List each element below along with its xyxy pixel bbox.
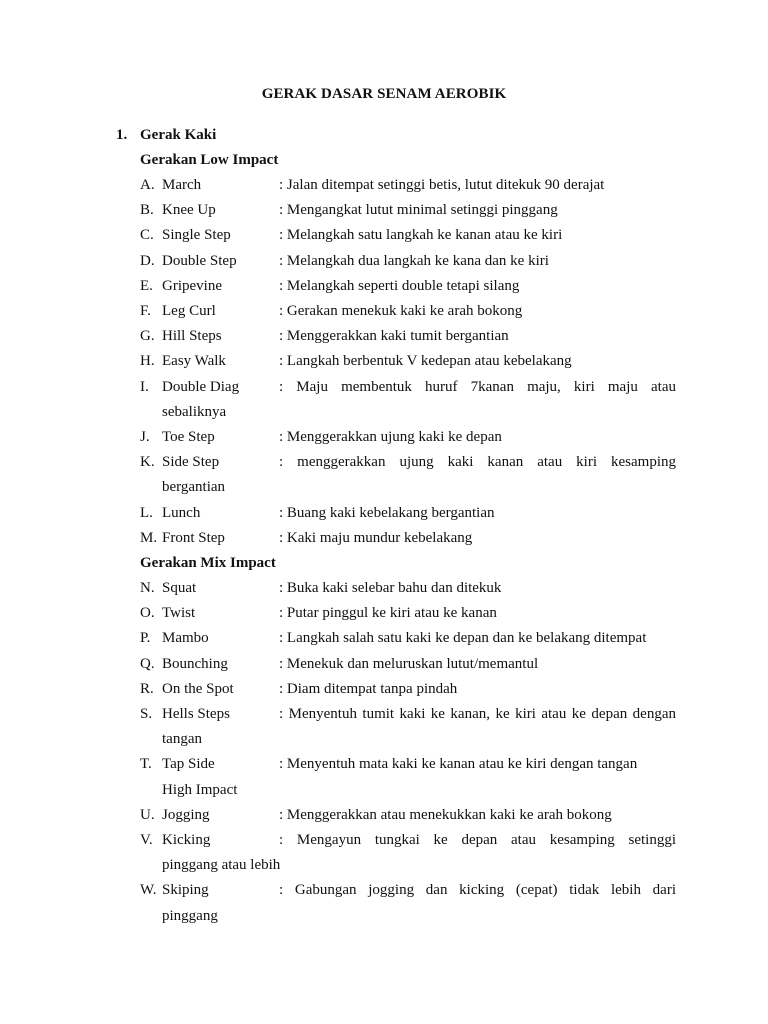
item-continuation: pinggang [162,907,218,924]
item-term: Kicking [162,832,211,849]
item-letter: W. [140,882,157,899]
item-term: Knee Up [162,202,216,219]
list-item [140,702,676,752]
item-body [162,223,676,248]
high-impact-heading: High Impact [162,781,238,798]
mix-impact-heading: Gerakan Mix Impact [140,555,276,572]
list-item [140,274,676,299]
item-row [162,450,676,475]
item-row [162,198,676,223]
item-term: Bounching [162,655,228,672]
item-term: March [162,177,202,193]
item-row [162,375,676,400]
item-letter: H. [140,353,155,370]
item-letter: O. [140,605,155,622]
item-letter: F. [140,303,151,320]
list-item [140,349,676,374]
item-definition: : Melangkah dua langkah ke kana dan ke kiri [279,252,549,269]
item-term: Leg Curl [162,303,216,320]
low-impact-heading: Gerakan Low Impact [140,152,279,168]
item-letter: D. [140,252,155,269]
list-item [140,501,676,526]
item-definition: : Buang kaki kebelakang bergantian [279,504,495,521]
list-item [140,324,676,349]
item-definition: : Gerakan menekuk kaki ke arah bokong [279,303,523,320]
list-item [140,375,676,425]
item-body [162,803,676,828]
item-body [162,526,676,551]
item-row [162,702,676,727]
item-continuation: bergantian [162,479,226,496]
item-body [162,375,676,425]
item-row [162,274,676,299]
item-body [162,576,676,601]
list-item [140,752,676,777]
item-continuation: pinggang atau lebih [162,857,281,874]
low-impact-list [116,173,676,551]
item-definition: : Buka kaki selebar bahu dan ditekuk [279,580,502,597]
item-body [162,274,676,299]
list-item [140,677,676,702]
item-letter: K. [140,454,155,471]
document-title: GERAK DASAR SENAM AEROBIK [261,86,507,102]
item-letter: N. [140,580,155,597]
item-letter: A. [140,177,155,193]
item-body [162,677,676,702]
item-row [162,249,676,274]
item-term: Single Step [162,227,231,244]
item-term: On the Spot [162,680,234,697]
list-item [140,450,676,500]
item-letter: B. [140,202,154,219]
item-row [162,752,676,777]
item-row [162,349,676,374]
item-letter: C. [140,227,154,244]
item-row [162,626,676,651]
item-row [162,803,676,828]
item-body [162,828,676,878]
item-body [162,501,676,526]
item-row [162,299,676,324]
item-body [162,198,676,223]
item-term: Twist [162,605,196,622]
item-row [162,652,676,677]
item-definition: : Jalan ditempat setinggi betis, lutut ditekuk 90 derajat [279,177,605,193]
item-row [162,576,676,601]
list-item [140,223,676,248]
item-definition: : Mengayun tungkai ke depan atau kesamping setinggi [279,832,676,849]
item-letter: J. [140,429,150,446]
item-row [162,173,676,198]
item-body [162,601,676,626]
item-letter: Q. [140,655,155,672]
item-row [162,223,676,248]
item-definition: : Maju membentuk huruf 7kanan maju, kiri maju atau [279,378,676,395]
item-term: Easy Walk [162,353,226,370]
item-term: Squat [162,580,197,597]
item-definition: : Menyentuh mata kaki ke kanan atau ke kiri dengan tangan [279,756,638,773]
list-item [140,878,676,928]
item-term: Jogging [162,806,210,823]
item-definition: : Menggerakkan kaki tumit bergantian [279,328,509,345]
item-letter: R. [140,680,154,697]
item-definition: : Menggerakkan ujung kaki ke depan [279,429,502,446]
item-row [162,828,676,853]
item-body [162,425,676,450]
item-definition: : Mengangkat lutut minimal setinggi pinggang [279,202,558,219]
list-item [140,249,676,274]
section-number: 1. [116,127,128,143]
list-item [140,299,676,324]
list-item [140,652,676,677]
list-item [140,803,676,828]
item-term: Lunch [162,504,201,521]
item-letter: S. [140,706,153,723]
high-impact-list [116,803,676,929]
item-letter: G. [140,328,155,345]
item-definition: : Diam ditempat tanpa pindah [279,680,458,697]
item-term: Toe Step [162,429,215,446]
item-body [162,299,676,324]
item-row [162,677,676,702]
list-item [140,626,676,651]
section-gerak-kaki [116,123,676,929]
item-definition: : Melangkah satu langkah ke kanan atau ke kiri [279,227,563,244]
item-body [162,450,676,500]
item-definition: : Menyentuh tumit kaki ke kanan, ke kiri atau ke depan dengan [279,706,676,723]
item-row [162,878,676,903]
item-term: Tap Side [162,756,215,773]
item-continuation: sebaliknya [162,403,227,420]
item-row [162,601,676,626]
item-letter: T. [140,756,152,773]
item-row [162,425,676,450]
item-term: Hells Steps [162,706,230,723]
list-item [140,198,676,223]
item-term: Mambo [162,630,209,647]
item-body [162,249,676,274]
item-term: Double Step [162,252,237,269]
section-heading [116,123,676,148]
item-body [162,652,676,677]
item-letter: I. [140,378,149,395]
item-definition: : Menggerakkan atau menekukkan kaki ke arah bokong [279,806,612,823]
item-body [162,752,676,777]
item-body [162,626,676,651]
item-definition: : Langkah salah satu kaki ke depan dan ke belakang ditempat [279,630,647,647]
item-body [162,324,676,349]
item-term: Side Step [162,454,220,471]
list-item [140,576,676,601]
item-term: Skiping [162,882,209,899]
item-body [162,702,676,752]
item-term: Double Diag [162,378,240,395]
list-item [140,425,676,450]
item-term: Gripevine [162,277,222,294]
list-item [140,173,676,198]
item-body [162,349,676,374]
item-letter: E. [140,277,153,294]
item-row [162,324,676,349]
item-continuation: tangan [162,731,202,748]
item-letter: V. [140,832,153,849]
item-body [162,173,676,198]
item-definition: : Putar pinggul ke kiri atau ke kanan [279,605,497,622]
list-item [140,828,676,878]
item-definition: : Menekuk dan meluruskan lutut/memantul [279,655,539,672]
item-row [162,501,676,526]
item-definition: : menggerakkan ujung kaki kanan atau kiri kesamping [279,454,676,471]
item-definition: : Kaki maju mundur kebelakang [279,529,473,546]
item-letter: L. [140,504,153,521]
item-body [162,878,676,928]
item-letter: P. [140,630,151,647]
item-term: Front Step [162,529,225,546]
mix-impact-list [116,576,676,803]
section-title: Gerak Kaki [140,127,217,143]
list-item [140,526,676,551]
item-letter: U. [140,806,155,823]
item-definition: : Gabungan jogging dan kicking (cepat) tidak lebih dari [279,882,676,899]
item-letter: M. [140,529,158,546]
item-definition: : Langkah berbentuk V kedepan atau kebelakang [279,353,572,370]
item-row [162,526,676,551]
item-term: Hill Steps [162,328,222,345]
item-definition: : Melangkah seperti double tetapi silang [279,277,520,294]
list-item [140,601,676,626]
